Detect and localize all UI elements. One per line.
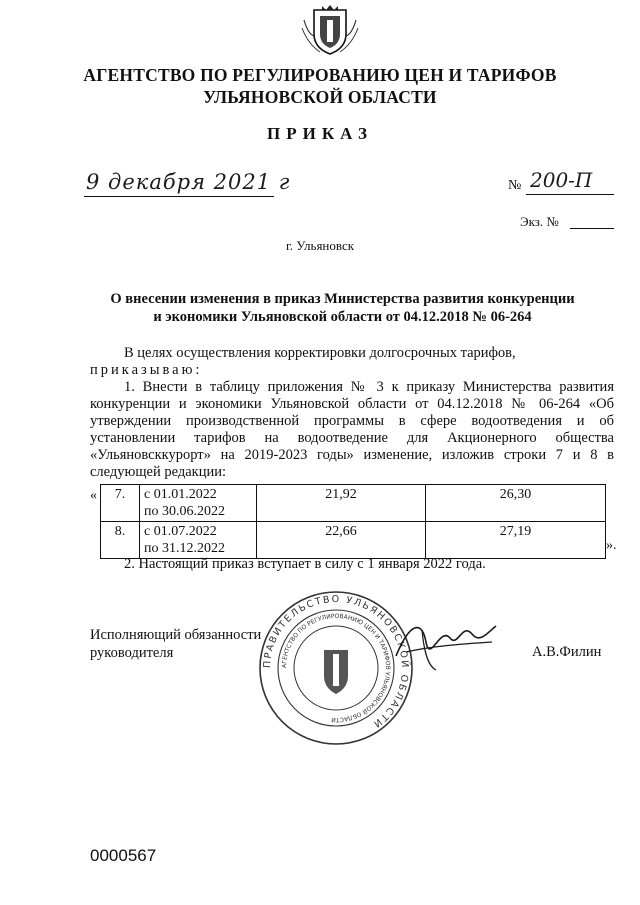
- agency-name-line1: АГЕНТСТВО ПО РЕГУЛИРОВАНИЮ ЦЕН И ТАРИФОВ: [83, 65, 557, 85]
- handwritten-date: 9 декабря 2021 г: [86, 170, 291, 194]
- seal-outer-text: ПРАВИТЕЛЬСТВО УЛЬЯНОВСКОЙ ОБЛАСТИ: [261, 593, 411, 731]
- handwritten-signature: [392, 612, 500, 676]
- order-item-2: 2. Настоящий приказ вступает в силу с 1 января 2022 года.: [124, 556, 486, 572]
- signer-position-line1: Исполняющий обязанности: [90, 627, 262, 643]
- table-row: [101, 485, 606, 522]
- order-word: приказываю:: [90, 362, 203, 378]
- tariff-table: [100, 484, 606, 559]
- tariff-value-1: 21,92: [257, 485, 426, 522]
- table-quote-open: «: [90, 488, 97, 503]
- order-subject-line1: О внесении изменения в приказ Министерства развития конкуренции: [110, 291, 575, 307]
- coat-of-arms-icon: [300, 4, 360, 58]
- order-number-label: №: [508, 178, 522, 193]
- agency-name: [0, 64, 640, 108]
- document-serial-number: 0000567: [90, 846, 157, 865]
- order-number-underline: [526, 194, 614, 195]
- period-from: с 01.01.2022: [144, 487, 217, 502]
- signer-position: [90, 626, 261, 662]
- order-item-1: 1. Внести в таблицу приложения № 3 к приказу Министерства развития конкуренции и экономики Ульяновской области от 04.12.2018 № 06-264 «Об утверждении производственной программы в сфере водоотведения и об установлении тарифов на водоотведение для Акционерного общества «Ульяновсккурорт» на 2019-2023 годы» изменение, изложив строки 7 и 8 в следующей редакции:: [90, 379, 614, 480]
- row-number: 8.: [101, 522, 140, 559]
- document-type-title: ПРИКАЗ: [267, 124, 373, 143]
- order-subject-line2: и экономики Ульяновской области от 04.12.2018 № 06-264: [153, 309, 532, 325]
- signer-position-line2: руководителя: [90, 645, 174, 661]
- table-row: [101, 522, 606, 559]
- copy-number-blank: [570, 228, 614, 229]
- date-underline: [84, 196, 274, 197]
- order-body: [90, 345, 614, 481]
- tariff-value-1: 22,66: [257, 522, 426, 559]
- city: г. Ульяновск: [285, 238, 355, 253]
- row-number: 7.: [101, 485, 140, 522]
- handwritten-order-number: 200-П: [530, 168, 593, 192]
- copy-number-label: Экз. №: [520, 214, 559, 229]
- period-to: по 30.06.2022: [144, 504, 225, 519]
- preamble: В целях осуществления корректировки долгосрочных тарифов,: [124, 345, 516, 361]
- table-quote-close: ».: [606, 538, 617, 553]
- tariff-value-2: 26,30: [426, 485, 606, 522]
- period-to: по 31.12.2022: [144, 541, 225, 556]
- signer-name: А.В.Филин: [532, 644, 602, 660]
- seal-inner-text: АГЕНТСТВО ПО РЕГУЛИРОВАНИЮ ЦЕН И ТАРИФОВ УЛЬЯНОВСКОЙ ОБЛАСТИ: [280, 612, 392, 724]
- agency-name-line2: УЛЬЯНОВСКОЙ ОБЛАСТИ: [203, 87, 437, 107]
- row-period: [140, 522, 257, 559]
- row-period: [140, 485, 257, 522]
- order-subject: [90, 290, 595, 326]
- period-from: с 01.07.2022: [144, 524, 217, 539]
- tariff-value-2: 27,19: [426, 522, 606, 559]
